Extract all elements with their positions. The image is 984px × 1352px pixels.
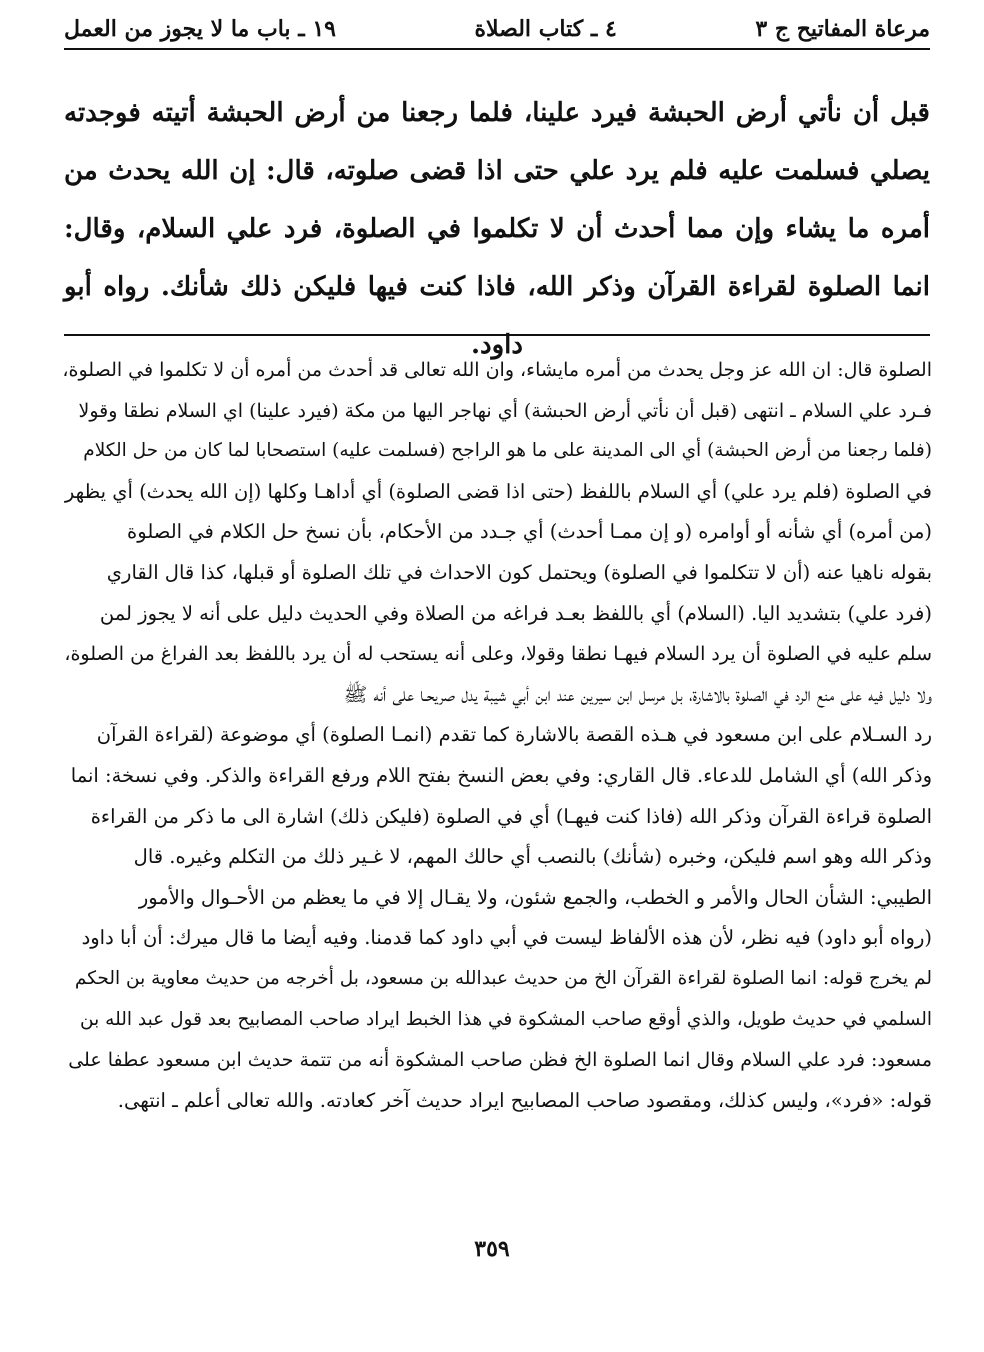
commentary-line: السلمي في حديث طويل، والذي أوقع صاحب المشكوة في هذا الخبط ايراد صاحب المصابيح بعد قول عبد الله بن bbox=[80, 1008, 932, 1030]
commentary-line: فـرد علي السلام ـ انتهى (قبل أن نأتي أرض الحبشة) أي نهاجر اليها من مكة (فيرد علينا) اي السلام نطقا وقولا bbox=[78, 399, 932, 422]
text-commentary-divider bbox=[64, 334, 930, 336]
commentary bbox=[62, 350, 932, 1121]
header-divider bbox=[64, 48, 930, 50]
commentary-line: الصلوة قال: ان الله عز وجل يحدث من أمره مايشاء، وان الله تعالى قد أحدث من أمره أن لا تكلموا في الصلوة، bbox=[62, 359, 932, 381]
commentary-line: في الصلوة (فلم يرد علي) أي السلام باللفظ (حتى اذا قضى الصلوة) أي أداهـا وكلها (إن الله يحدث) أي يظهر bbox=[64, 479, 932, 503]
commentary-line: ولا دليل فيه على منع الرد في الصلوة بالاشارة، بل مرسل ابن سيرين عند ابن أبي شيبة يدل صريحـا على أنه ﷺ bbox=[343, 682, 932, 706]
header-chapter: ٤ ـ كتاب الصلاة bbox=[474, 16, 617, 42]
header-section: ١٩ ـ باب ما لا يجوز من العمل bbox=[64, 16, 336, 42]
header-book-volume: مرعاة المفاتيح ج ٣ bbox=[755, 16, 930, 42]
commentary-line: (فرد علي) بتشديد اليا. (السلام) أي باللفظ بعـد فراغه من الصلاة وفي الحديث دليل على أنه لا يجوز لمن bbox=[99, 601, 932, 625]
commentary-line: (فلما رجعنا من أرض الحبشة) أي الى المدينة على ما هو الراجح (فسلمت عليه) استصحابا لما كان من حل الكلام bbox=[83, 440, 932, 462]
commentary-line: لم يخرج قوله: انما الصلوة لقراءة القرآن الخ من حديث عبدالله بن مسعود، بل أخرجه من حديث معاوية بن الحكم bbox=[74, 967, 932, 989]
commentary-line: وذكر الله) أي الشامل للدعاء. قال القاري: وفي بعض النسخ بفتح اللام ورفع القراءة والذكر. وفي نسخة: انما bbox=[70, 763, 932, 787]
commentary-line: وذكر الله وهو اسم فليكن، وخبره (شأنك) بالنصب أي حالك المهم، لا غـير ذلك من التكلم وغيره. قال bbox=[133, 845, 932, 869]
hadith-text: قبل أن نأتي أرض الحبشة فيرد علينا، فلما رجعنا من أرض الحبشة أتيته فوجدته يصلي فسلمت عليه فلم يرد علي حتى اذا قضى صلوته، قال: إن الله يحدث من أمره ما يشاء وإن مما أحدث أن لا تكلموا في الصلوة، فرد علي السلام، وقال: انما الصلوة لقراءة القرآن وذكر الله، فاذا كنت فيها فليكن ذلك شأنك. رواه أبو داود. bbox=[64, 98, 930, 360]
commentary-line: بقوله ناهيا عنه (أن لا تتكلموا في الصلوة) ويحتمل كون الاحداث في تلك الصلوة أو قبلها، كذا قال القاري bbox=[106, 560, 932, 584]
page-number: ٣٥٩ bbox=[474, 1236, 510, 1262]
commentary-line: رد السـلام على ابن مسعود في هـذه القصة بالاشارة كما تقدم (انمـا الصلوة) أي موضوعة (لقراءة القرآن bbox=[96, 723, 932, 747]
commentary-line: (رواه أبو داود) فيه نظر، لأن هذه الألفاظ ليست في أبي داود كما قدمنا. وفيه أيضا ما قال ميرك: أن أبا داود bbox=[81, 926, 932, 950]
commentary-line: مسعود: فرد علي السلام وقال انما الصلوة الخ فظن صاحب المشكوة أنه من تتمة حديث ابن مسعود عطفا على bbox=[68, 1049, 932, 1072]
commentary-line: الطيبي: الشأن الحال والأمر و الخطب، والجمع شئون، ولا يقـال إلا في ما يعظم من الأحـوال والأمور bbox=[138, 885, 932, 909]
commentary-line: قوله: «فرد»، وليس كذلك، ومقصود صاحب المصابيح ايراد حديث آخر كعادته. والله تعالى أعلم ـ انتهى. bbox=[117, 1088, 932, 1112]
commentary-line: الصلوة قراءة القرآن وذكر الله (فاذا كنت فيهـا) أي في الصلوة (فليكن ذلك) اشارة الى ما ذكر من القراءة bbox=[90, 804, 932, 828]
commentary-line: سلم عليه في الصلوة أن يرد السلام فيهـا نطقا وقولا، وعلى أنه يستحب له أن يرد باللفظ بعد الفراغ من الصلوة، bbox=[64, 643, 932, 666]
running-header bbox=[64, 12, 930, 46]
commentary-line: (من أمره) أي شأنه أو أوامره (و إن ممـا أحدث) أي جـدد من الأحكام، بأن نسخ حل الكلام في الصلوة bbox=[127, 520, 932, 544]
